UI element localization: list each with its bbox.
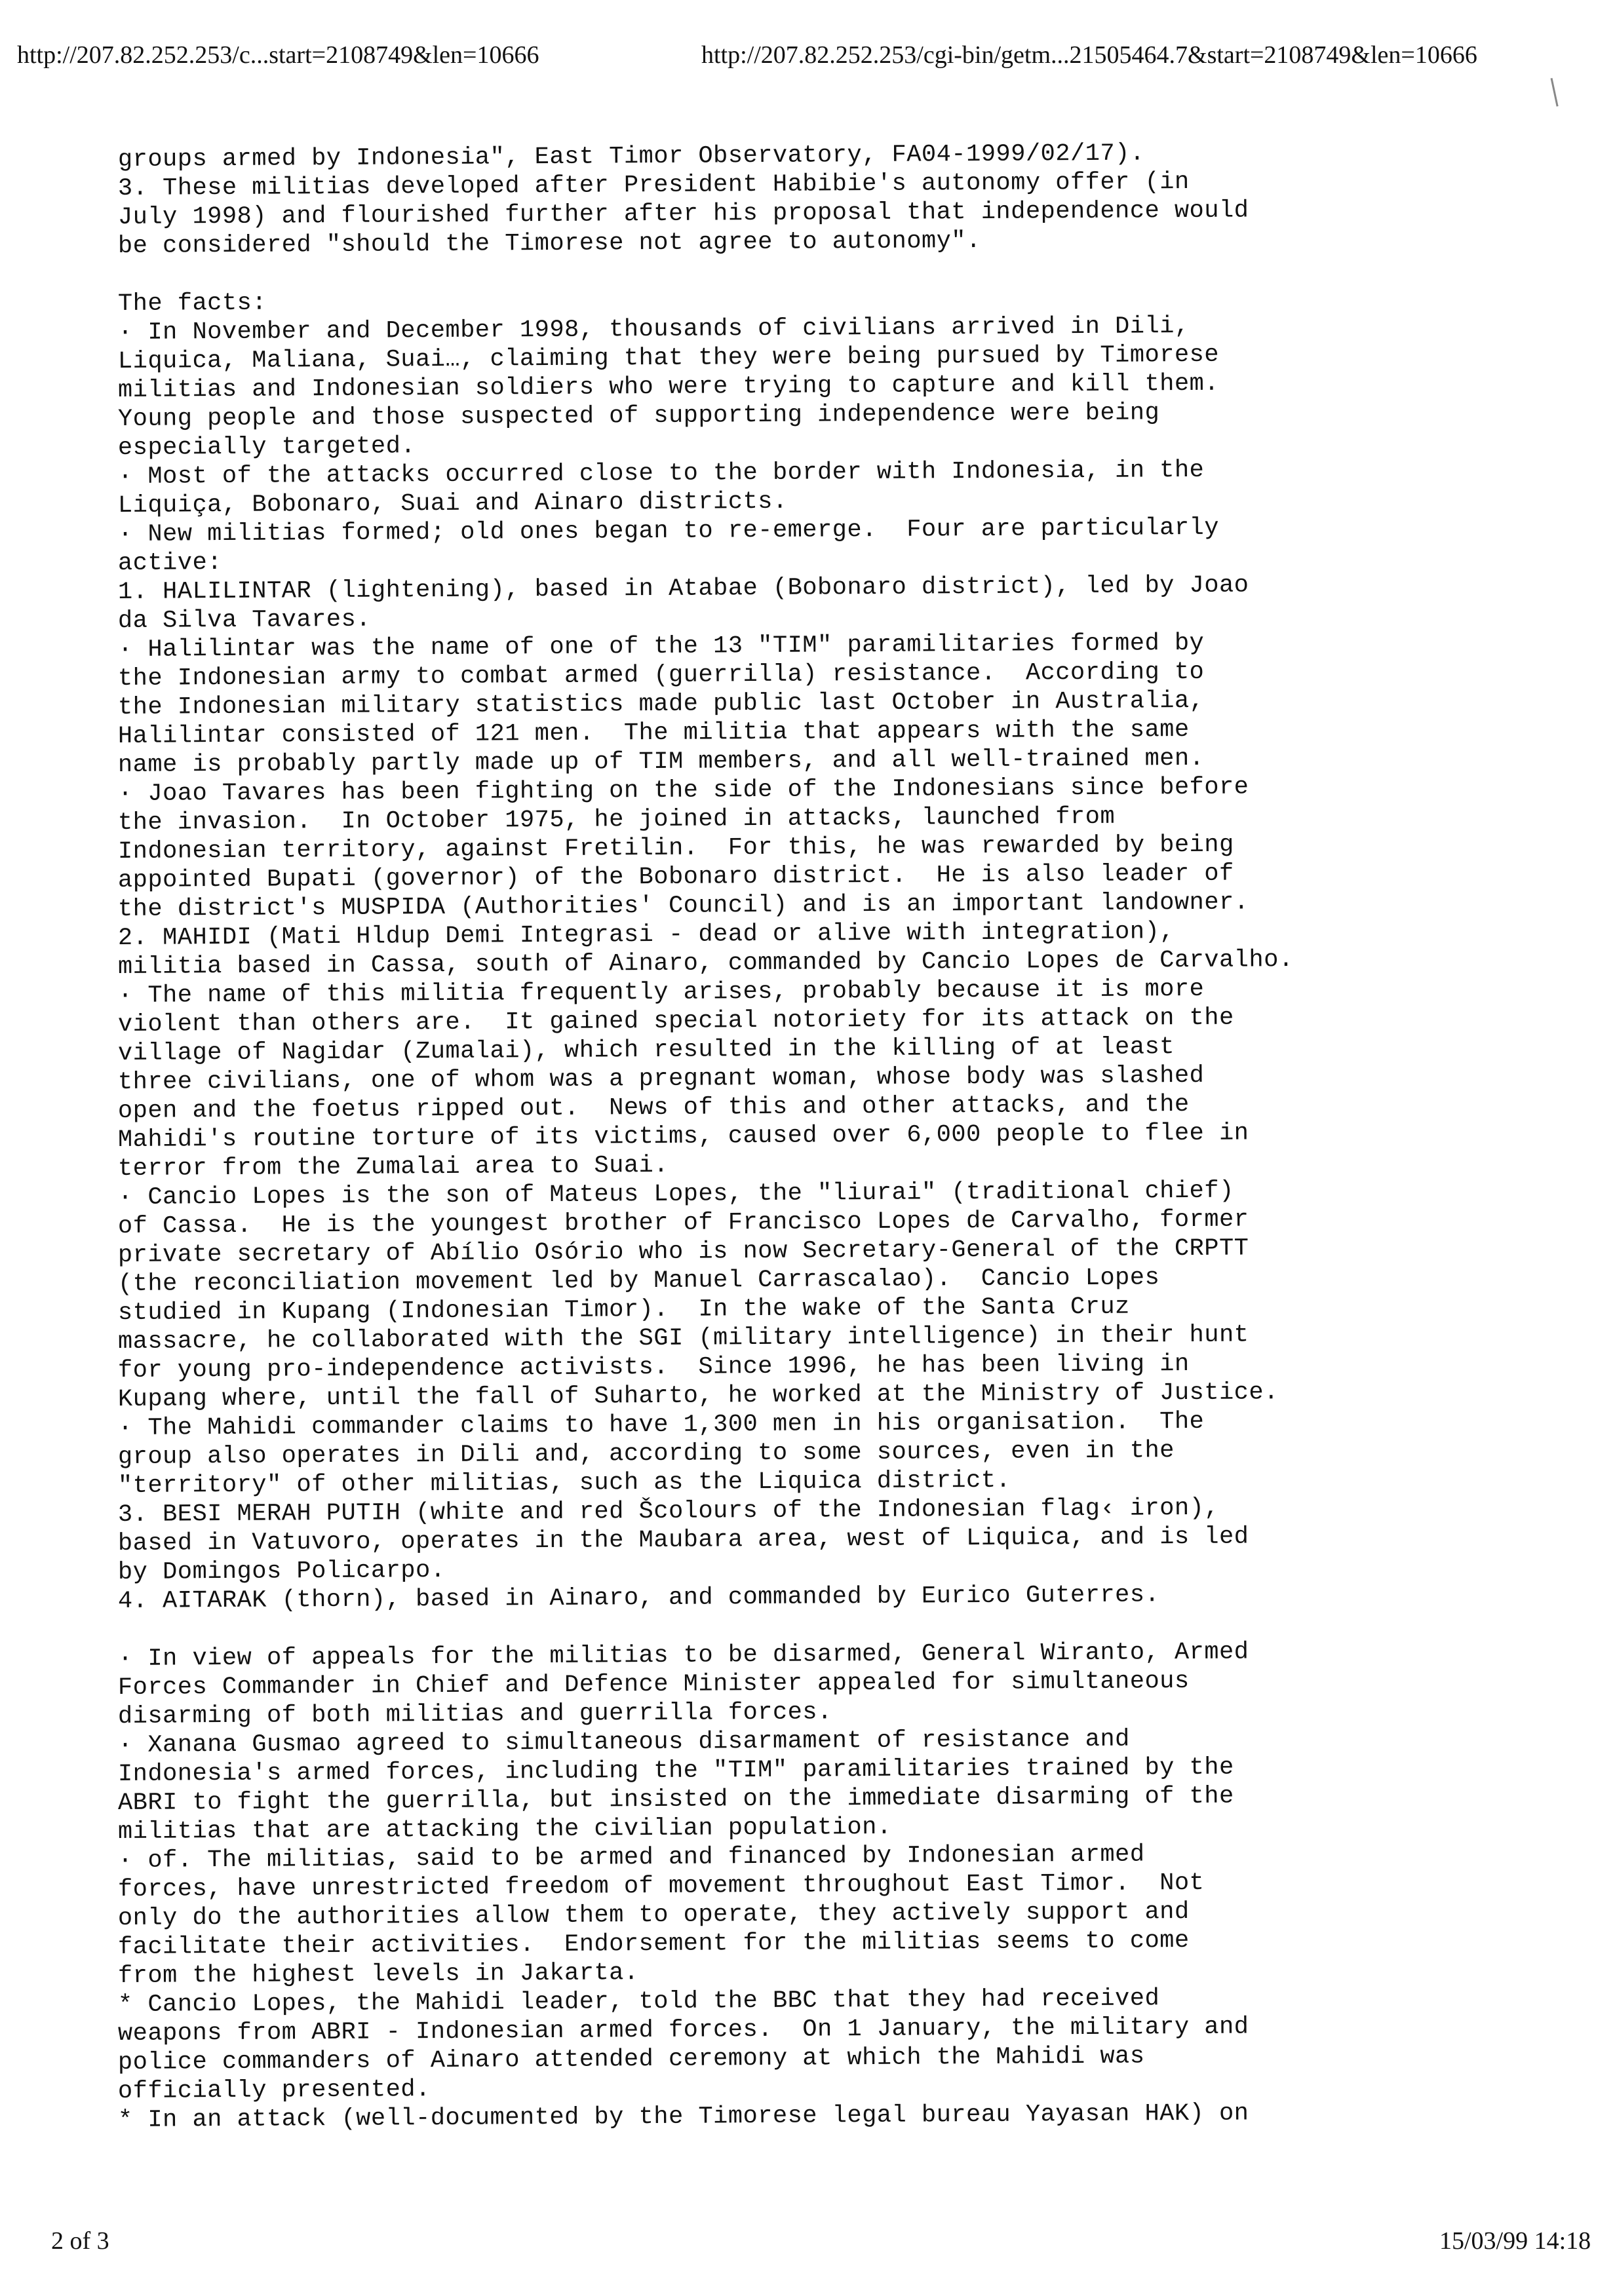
text-line: Forces Commander in Chief and Defence Minister appealed for simultaneous: [117, 1668, 1190, 1702]
text-line: * Cancio Lopes, the Mahidi leader, told the BBC that they had received: [117, 1985, 1160, 2019]
text-line: "territory" of other militias, such as the Liquica district.: [117, 1466, 1011, 1500]
text-line: disarming of both militias and guerrilla forces.: [117, 1698, 832, 1731]
print-timestamp: 15/03/99 14:18: [1439, 2227, 1591, 2255]
text-line: only do the authorities allow them to operate, they actively support and: [117, 1898, 1190, 1932]
text-line: · The name of this militia frequently arises, probably because it is more: [117, 975, 1205, 1010]
text-line: massacre, he collaborated with the SGI (military intelligence) in their hunt: [117, 1321, 1249, 1356]
text-line: · Xanana Gusmao agreed to simultaneous disarmament of resistance and: [117, 1725, 1130, 1759]
text-line: from the highest levels in Jakarta.: [117, 1959, 639, 1990]
text-line: police commanders of Ainaro attended ceremony at which the Mahidi was: [117, 2042, 1145, 2076]
text-line: Liquica, Maliana, Suai…, claiming that they were being pursued by Timorese: [117, 341, 1220, 375]
text-line: be considered "should the Timorese not agree to autonomy".: [117, 227, 981, 260]
text-line: ABRI to fight the guerrilla, but insisted on the immediate disarming of the: [117, 1782, 1234, 1817]
text-line: 1. HALILINTAR (lightening), based in Atabae (Bobonaro district), led by Joao: [117, 571, 1249, 606]
text-line: violent than others are. It gained special notoriety for its attack on the: [117, 1004, 1234, 1039]
text-line: private secretary of Abílio Osório who is now Secretary-General of the CRPTT: [117, 1234, 1249, 1269]
text-line: da Silva Tavares.: [117, 605, 372, 635]
text-line: 3. BESI MERAH PUTIH (white and red Šcolours of the Indonesian flag‹ iron),: [117, 1494, 1220, 1529]
text-line: Liquiça, Bobonaro, Suai and Ainaro districts.: [117, 488, 788, 520]
header-url-right: http://207.82.252.253/cgi-bin/getm...21505464.7&start=2108749&len=10666: [701, 41, 1477, 69]
text-line: groups armed by Indonesia", East Timor Observatory, FA04-1999/02/17).: [117, 140, 1145, 174]
text-line: forces, have unrestricted freedom of movement throughout East Timor. Not: [117, 1869, 1205, 1904]
text-line: · Halilintar was the name of one of the 13 "TIM" paramilitaries formed by: [117, 629, 1205, 664]
text-line: officially presented.: [117, 2076, 431, 2105]
text-line: Mahidi's routine torture of its victims, caused over 6,000 people to flee in: [117, 1119, 1249, 1154]
text-line: · Cancio Lopes is the son of Mateus Lopes, the "liurai" (traditional chief): [117, 1177, 1234, 1212]
text-line: terror from the Zumalai area to Suai.: [117, 1151, 669, 1183]
text-line: (the reconciliation movement led by Manuel Carrascalao). Cancio Lopes: [117, 1264, 1160, 1298]
text-line: Halilintar consisted of 121 men. The militia that appears with the same: [117, 716, 1190, 750]
text-line: Indonesian territory, against Fretilin. For this, he was rewarded by being: [117, 831, 1234, 866]
page-number: 2 of 3: [51, 2227, 109, 2255]
text-line: especially targeted.: [117, 432, 416, 462]
text-line: * In an attack (well-documented by the Timorese legal bureau Yayasan HAK) on: [117, 2099, 1249, 2134]
document-body: [117, 140, 1580, 2135]
text-line: militias and Indonesian soldiers who were trying to capture and kill them.: [117, 370, 1220, 404]
text-line: village of Nagidar (Zumalai), which resulted in the killing of at least: [117, 1033, 1175, 1067]
text-line: of Cassa. He is the youngest brother of Francisco Lopes de Carvalho, former: [117, 1206, 1249, 1240]
text-line: July 1998) and flourished further after his proposal that independence would: [117, 197, 1249, 231]
text-line: · The Mahidi commander claims to have 1,300 men in his organisation. The: [117, 1407, 1205, 1442]
text-line: · Joao Tavares has been fighting on the side of the Indonesians since before: [117, 773, 1249, 808]
text-line: for young pro-independence activists. Since 1996, he has been living in: [117, 1350, 1190, 1385]
header-url-left: http://207.82.252.253/c...start=2108749&len=10666: [17, 41, 539, 69]
text-line: name is probably partly made up of TIM members, and all well-trained men.: [117, 744, 1205, 779]
text-line: studied in Kupang (Indonesian Timor). In the wake of the Santa Cruz: [117, 1293, 1130, 1327]
text-line: weapons from ABRI - Indonesian armed forces. On 1 January, the military and: [117, 2013, 1249, 2048]
text-line: facilitate their activities. Endorsement for the militias seems to come: [117, 1927, 1190, 1961]
text-line: by Domingos Policarpo.: [117, 1556, 446, 1586]
text-line: 2. MAHIDI (Mati Hldup Demi Integrasi - dead or alive with integration),: [117, 918, 1175, 952]
text-line: 4. AITARAK (thorn), based in Ainaro, and commanded by Eurico Guterres.: [117, 1581, 1160, 1615]
text-line: · In view of appeals for the militias to be disarmed, General Wiranto, Armed: [117, 1638, 1249, 1673]
text-line: militias that are attacking the civilian population.: [117, 1813, 892, 1846]
text-line: the invasion. In October 1975, he joined in attacks, launched from: [117, 803, 1116, 837]
text-line: · New militias formed; old ones began to re-emerge. Four are particularly: [117, 514, 1220, 548]
text-line: group also operates in Dili and, according to some sources, even in the: [117, 1437, 1175, 1471]
text-line: the Indonesian army to combat armed (guerrilla) resistance. According to: [117, 658, 1205, 693]
text-line: three civilians, one of whom was a pregnant woman, whose body was slashed: [117, 1062, 1205, 1096]
text-line: open and the foetus ripped out. News of this and other attacks, and the: [117, 1091, 1190, 1125]
text-line: · of. The militias, said to be armed and financed by Indonesian armed: [117, 1841, 1145, 1875]
scan-mark: [1551, 77, 1564, 106]
text-line: · In November and December 1998, thousands of civilians arrived in Dili,: [117, 313, 1190, 347]
text-line: the Indonesian military statistics made public last October in Australia,: [117, 687, 1205, 721]
text-line: active:: [117, 549, 223, 577]
text-line: 3. These militias developed after President Habibie's autonomy offer (in: [117, 168, 1190, 202]
text-line: · Most of the attacks occurred close to the border with Indonesia, in the: [117, 456, 1205, 491]
text-line: Young people and those suspected of supporting independence were being: [117, 399, 1160, 433]
text-line: The facts:: [117, 289, 267, 318]
text-line: Kupang where, until the fall of Suharto, he worked at the Ministry of Justice.: [117, 1379, 1279, 1413]
text-line: Indonesia's armed forces, including the "TIM" paramilitaries trained by the: [117, 1753, 1234, 1788]
text-line: based in Vatuvoro, operates in the Maubara area, west of Liquica, and is led: [117, 1523, 1249, 1558]
text-line: militia based in Cassa, south of Ainaro, commanded by Cancio Lopes de Carvalho.: [117, 946, 1294, 981]
text-line: the district's MUSPIDA (Authorities' Council) and is an important landowner.: [117, 889, 1249, 923]
text-line: appointed Bupati (governor) of the Bobonaro district. He is also leader of: [117, 860, 1234, 894]
